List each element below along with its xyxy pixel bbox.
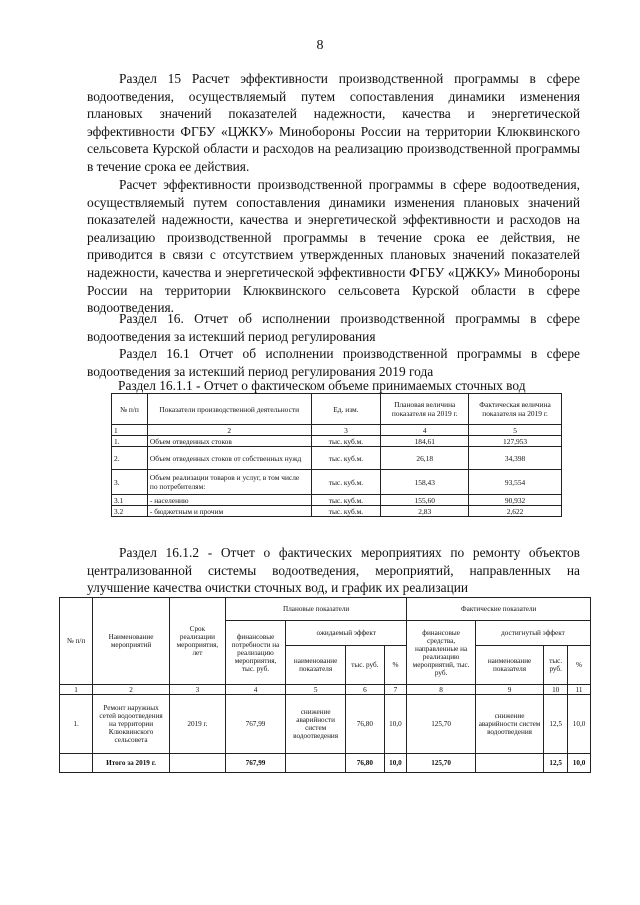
total-empty-cell: [286, 754, 346, 773]
table-row: [112, 495, 562, 506]
row-plan: 155,60: [381, 495, 469, 506]
row-fact: 127,953: [469, 436, 562, 447]
header-cell: № п/п: [60, 598, 93, 685]
total-fact-fin: 125,70: [407, 754, 475, 773]
total-plan-rub: 76,80: [346, 754, 384, 773]
total-fact-pct: 10,0: [568, 754, 591, 773]
header-cell: Фактическая величина показателя на 2019 г.: [469, 394, 562, 425]
column-number: 9: [475, 685, 543, 695]
row-name: - бюджетным и прочим: [147, 506, 311, 517]
total-plan-fin: 767,99: [225, 754, 285, 773]
header-cell: Наименование мероприятий: [93, 598, 170, 685]
row-name: Объем отведенных стоков: [147, 436, 311, 447]
column-number: 8: [407, 685, 475, 695]
row-fact-effect: снижение аварийности систем водоотведения: [475, 695, 543, 754]
row-fact-fin: 125,70: [407, 695, 475, 754]
row-number: 3.: [112, 470, 148, 495]
row-fact-pct: 10,0: [568, 695, 591, 754]
row-number: 3.2: [112, 506, 148, 517]
column-number: 3: [311, 425, 381, 436]
header-cell: тыс. руб.: [346, 646, 384, 685]
column-number: 3: [169, 685, 225, 695]
row-name: Объем отведенных стоков от собственных нужд: [147, 447, 311, 470]
row-unit: тыс. куб.м.: [311, 447, 381, 470]
row-plan: 158,43: [381, 470, 469, 495]
section-16-1-title: Раздел 16.1 Отчет об исполнении производственной программы в сфере водоотведения за истекший период регулирования 2019 года: [87, 346, 580, 379]
header-cell: № п/п: [112, 394, 148, 425]
table-row: [112, 447, 562, 470]
total-empty-cell: [475, 754, 543, 773]
header-cell: финансовые потребности на реализацию мероприятия, тыс. руб.: [225, 621, 285, 685]
row-plan: 184,61: [381, 436, 469, 447]
section-15-paragraph: Раздел 15 Расчет эффективности производственной программы в сфере водоотведения, осуществляемый путем сопоставления динамики изменения плановых значений показателей надежности, качества и энергетической эффективности ФГБУ «ЦЖКУ» Минобороны России на территории Клюквинского сельсовета Курской области и расходов на реализацию производственной программы в течение срока ее действия.: [87, 71, 580, 174]
column-number: 2: [147, 425, 311, 436]
row-number: 1.: [112, 436, 148, 447]
header-cell: %: [384, 646, 407, 685]
column-number: 2: [93, 685, 170, 695]
numbering-row: [60, 685, 591, 695]
header-cell: Показатели производственной деятельности: [147, 394, 311, 425]
row-name: - населению: [147, 495, 311, 506]
column-number: 1: [112, 425, 148, 436]
row-unit: тыс. куб.м.: [311, 506, 381, 517]
section-15-explanation: Расчет эффективности производственной программы в сфере водоотведения, осуществляемый путем сопоставления динамики изменения плановых значений показателей надежности, качества и энергетической эффективности и расходов на реализацию производственной программы в течение срока ее действия, не приводится в связи с отсутствием утвержденных плановых значений показателей надежности, качества и энергетической эффективности ФГБУ «ЦЖКУ» Минобороны России на территории Клюквинского сельсовета Курской области в сфере водоотведения.: [87, 177, 580, 316]
row-unit: тыс. куб.м.: [311, 436, 381, 447]
header-cell: тыс. руб.: [544, 646, 568, 685]
section-16-1-2-title: Раздел 16.1.2 - Отчет о фактических мероприятиях по ремонту объектов централизованной системы водоотведения, мероприятий, направленных на улучшение качества очистки сточных вод, и график их реализации: [87, 545, 580, 596]
column-number: 5: [286, 685, 346, 695]
header-cell: наименование показателя: [475, 646, 543, 685]
row-fact: 90,932: [469, 495, 562, 506]
row-name: Объем реализации товаров и услуг, в том числе по потребителям:: [147, 470, 311, 495]
row-fact: 34,398: [469, 447, 562, 470]
column-number: 11: [568, 685, 591, 695]
row-plan-rub: 76,80: [346, 695, 384, 754]
column-number: 7: [384, 685, 407, 695]
total-empty-cell: [169, 754, 225, 773]
header-cell: Плановые показатели: [225, 598, 406, 621]
section-16-1-1-title: Раздел 16.1.1 - Отчет о фактическом объеме принимаемых сточных вод: [118, 378, 526, 393]
header-cell: достигнутый эффект: [475, 621, 590, 646]
header-cell: финансовые средства, направленные на реализацию мероприятий, тыс. руб.: [407, 621, 475, 685]
column-number: 4: [225, 685, 285, 695]
table-row: [112, 436, 562, 447]
column-number: 1: [60, 685, 93, 695]
row-plan-pct: 10,0: [384, 695, 407, 754]
volume-report-table: [111, 393, 562, 517]
row-fact: 2,622: [469, 506, 562, 517]
header-cell: Ед. изм.: [311, 394, 381, 425]
table-row: [60, 695, 591, 754]
total-empty-cell: [60, 754, 93, 773]
table-row: [112, 470, 562, 495]
row-plan-effect: снижение аварийности систем водоотведения: [286, 695, 346, 754]
header-cell: ожидаемый эффект: [286, 621, 407, 646]
row-unit: тыс. куб.м.: [311, 495, 381, 506]
table-header-row: [60, 598, 591, 621]
table-header-row: [112, 394, 562, 425]
section-16-title: Раздел 16. Отчет об исполнении производственной программы в сфере водоотведения за истекший период регулирования: [87, 311, 580, 344]
row-plan: 26,18: [381, 447, 469, 470]
column-number: 10: [544, 685, 568, 695]
row-number: 1.: [60, 695, 93, 754]
row-number: 2.: [112, 447, 148, 470]
row-fact-rub: 12,5: [544, 695, 568, 754]
row-number: 3.1: [112, 495, 148, 506]
total-fact-rub: 12,5: [544, 754, 568, 773]
header-cell: Срок реализации мероприятия, лет: [169, 598, 225, 685]
header-cell: наименование показателя: [286, 646, 346, 685]
row-fact: 93,554: [469, 470, 562, 495]
header-cell: Плановая величина показателя на 2019 г.: [381, 394, 469, 425]
row-unit: тыс. куб.м.: [311, 470, 381, 495]
header-cell: Фактические показатели: [407, 598, 591, 621]
row-name: Ремонт наружных сетей водоотведения на территории Клюквинского сельсовета: [93, 695, 170, 754]
table-row: [112, 506, 562, 517]
row-plan: 2,83: [381, 506, 469, 517]
header-cell: %: [568, 646, 591, 685]
numbering-row: [112, 425, 562, 436]
page-number: 8: [316, 38, 324, 53]
total-label: Итого за 2019 г.: [93, 754, 170, 773]
activities-report-table: [59, 597, 591, 773]
total-plan-pct: 10,0: [384, 754, 407, 773]
row-term: 2019 г.: [169, 695, 225, 754]
column-number: 6: [346, 685, 384, 695]
row-plan-fin: 767,99: [225, 695, 285, 754]
column-number: 5: [469, 425, 562, 436]
column-number: 4: [381, 425, 469, 436]
total-row: [60, 754, 591, 773]
